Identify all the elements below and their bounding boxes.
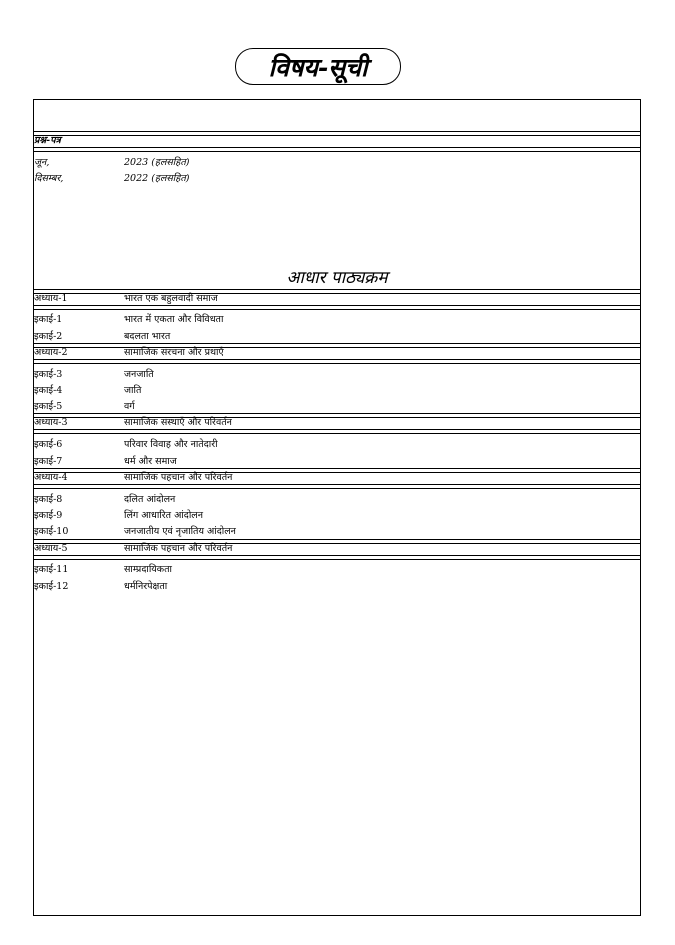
chapter-name: सामाजिक संरचना और प्रथाएँ (124, 347, 224, 358)
unit-name: धर्मनिरपेक्षता (124, 581, 168, 592)
unit-name: वर्ग (124, 401, 135, 412)
contents-frame (33, 99, 641, 916)
unit-label: इकाई-12 (34, 581, 69, 592)
page-title: विषय-सूची (235, 48, 401, 85)
unit-name: बदलता भारत (124, 331, 171, 342)
chapter-label: अध्याय-3 (34, 417, 68, 428)
syllabus-title: आधार पाठ्यक्रम (286, 268, 388, 288)
paper-detail: 2023 (हलसहित) (124, 157, 190, 168)
divider (34, 359, 640, 364)
unit-label: इकाई-7 (34, 456, 63, 467)
chapter-name: सामाजिक संस्थाएँ और परिवर्तन (124, 417, 232, 428)
chapter-label: अध्याय-2 (34, 347, 68, 358)
paper-month: दिसम्बर, (34, 173, 64, 184)
divider (34, 147, 640, 152)
unit-name: धर्म और समाज (124, 456, 177, 467)
unit-label: इकाई-5 (34, 401, 63, 412)
paper-heading: प्रश्न-पत्र (34, 135, 61, 146)
unit-label: इकाई-3 (34, 369, 63, 380)
unit-label: इकाई-4 (34, 385, 63, 396)
paper-month: जून, (34, 157, 50, 168)
unit-label: इकाई-6 (34, 439, 63, 450)
chapter-name: सामाजिक पहचान और परिवर्तन (124, 472, 233, 483)
unit-name: परिवार विवाह और नातेदारी (124, 439, 218, 450)
chapter-name: सामाजिक पहचान और परिवर्तन (124, 543, 233, 554)
unit-label: इकाई-11 (34, 564, 69, 575)
chapter-label: अध्याय-5 (34, 543, 68, 554)
unit-name: जनजातीय एवं नृजातिय आंदोलन (124, 526, 236, 537)
unit-label: इकाई-1 (34, 314, 63, 325)
chapter-label: अध्याय-4 (34, 472, 68, 483)
divider (34, 484, 640, 489)
unit-name: दलित आंदोलन (124, 494, 176, 505)
unit-name: साम्प्रदायिकता (124, 564, 172, 575)
unit-label: इकाई-8 (34, 494, 63, 505)
chapter-name: भारत एक बहुलवादी समाज (124, 293, 218, 304)
unit-label: इकाई-10 (34, 526, 69, 537)
divider (34, 555, 640, 560)
paper-detail: 2022 (हलसहित) (124, 173, 190, 184)
unit-name: लिंग आधारित आंदोलन (124, 510, 203, 521)
unit-label: इकाई-2 (34, 331, 63, 342)
divider (34, 305, 640, 310)
chapter-label: अध्याय-1 (34, 293, 68, 304)
divider (34, 429, 640, 434)
unit-name: जनजाति (124, 369, 154, 380)
unit-name: भारत में एकता और विविधता (124, 314, 224, 325)
divider (34, 131, 640, 136)
unit-label: इकाई-9 (34, 510, 63, 521)
unit-name: जाति (124, 385, 142, 396)
